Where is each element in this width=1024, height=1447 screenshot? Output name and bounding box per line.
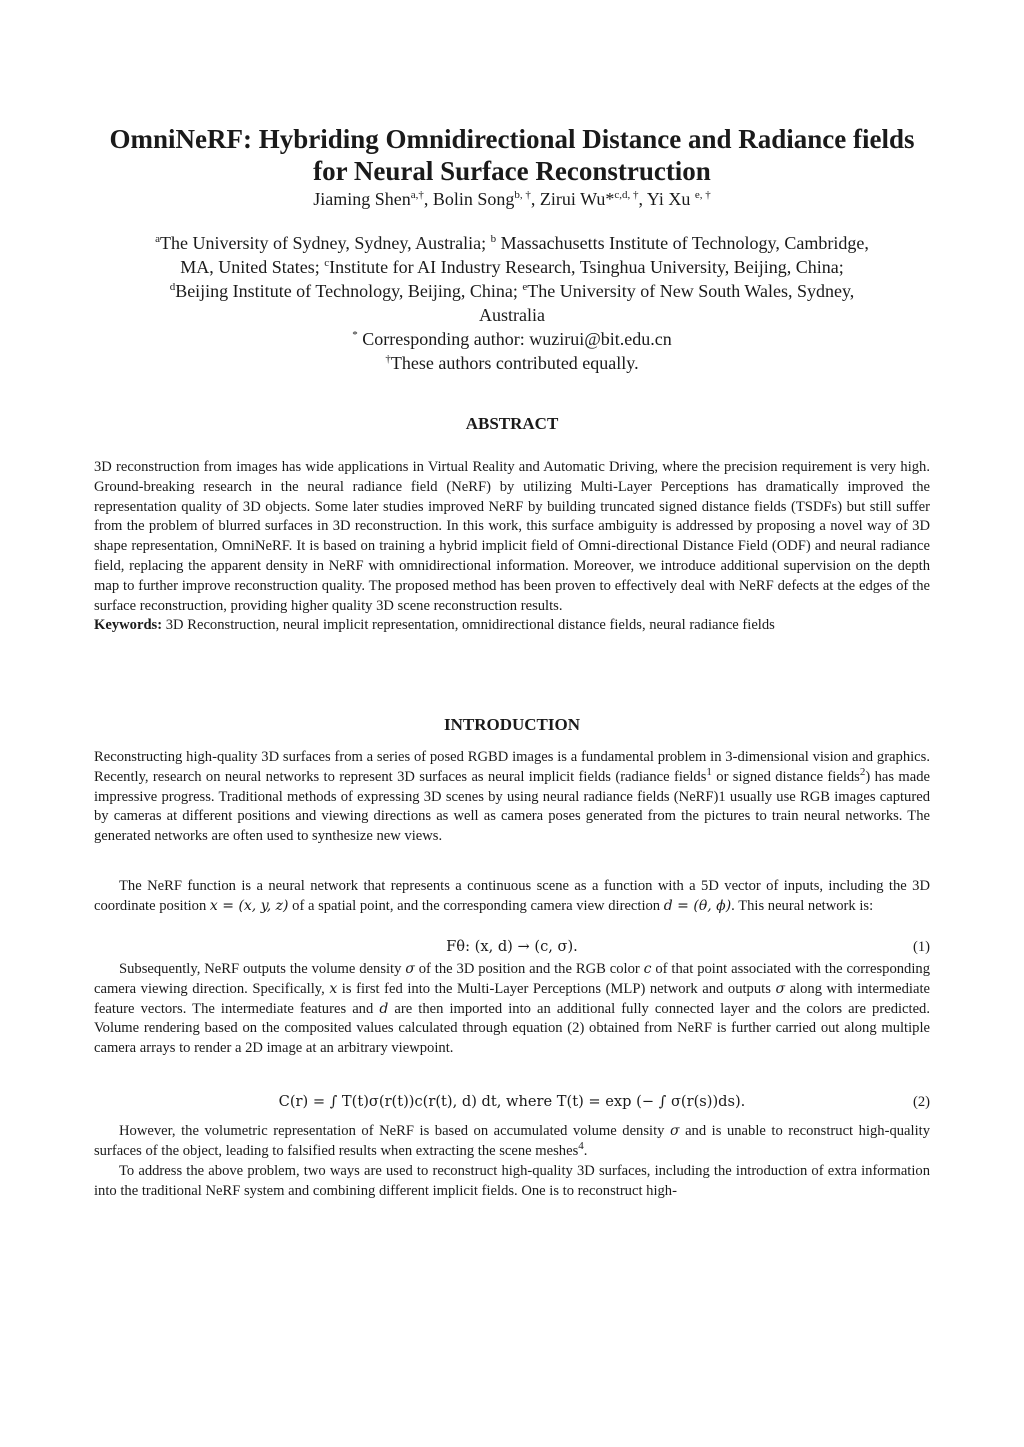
citation-sup: 2: [859, 765, 866, 778]
keywords-label: Keywords:: [94, 617, 163, 634]
affiliation-line-1: [70, 231, 954, 255]
intro-text: is first fed into the Multi-Layer Perceptions (MLP) network and outputs: [337, 980, 776, 997]
affil-sup: e: [522, 281, 528, 293]
equal-contribution-text: These authors contributed equally.: [390, 353, 639, 373]
citation-sup: 4: [578, 1139, 584, 1152]
author-affil-sup: b, †: [514, 189, 531, 201]
d-vector-math: d = (θ, ϕ): [663, 897, 732, 914]
author-name: Yi Xu: [646, 189, 695, 209]
intro-text: along with intermediate feature vectors. The intermediate features and: [94, 980, 930, 1017]
title-line-2: for Neural Surface Reconstruction: [313, 156, 711, 186]
affil-sup: c: [324, 257, 330, 269]
affil-sup: *: [352, 329, 358, 341]
x-symbol: x: [329, 980, 338, 997]
equation-1-number: (1): [912, 939, 930, 955]
affil-text: Beijing Institute of Technology, Beijing, China;: [175, 281, 523, 301]
intro-text: Reconstructing high-quality 3D surfaces from a series of posed RGBD images is a fundamental problem in 3-dimensional vision and graphics. Recently, research on neural networks to represent 3D surfaces as neural implicit fields (radiance fields: [94, 749, 930, 785]
intro-paragraph-1: [94, 748, 930, 847]
affil-text: Institute for AI Industry Research, Tsinghua University, Beijing, China;: [329, 257, 844, 277]
affil-text: MA, United States;: [180, 257, 325, 277]
introduction-heading: INTRODUCTION: [443, 715, 581, 734]
x-vector-math: x = (x, y, z): [209, 897, 289, 914]
sigma-symbol: σ: [775, 980, 785, 997]
affiliation-line-4: Australia: [479, 305, 545, 325]
author-name: Zirui Wu*: [539, 189, 615, 209]
affil-sup: †: [385, 353, 391, 365]
paper-title: [60, 123, 964, 187]
affiliations: [70, 231, 954, 375]
equal-contribution-note: [70, 351, 954, 375]
affil-sup: a: [155, 233, 161, 245]
abstract-text: 3D reconstruction from images has wide applications in Virtual Reality and Automatic Driving, where the precision requirement is very high. Ground-breaking research in the neural radiance field (NeRF) by utilizing Multi-Layer Perceptions has dramatically improved the representation quality of 3D objects. Some later studies improved NeRF by building truncated signed distance fields (TSDFs) but still suffer from the problem of blurred surfaces in 3D reconstruction. In this work, this surface ambiguity is addressed by proposing a novel way of 3D shape representation, OmniNeRF. It is based on training a hybrid implicit field of Omni-directional Distance Field (ODF) and neural radiance field, replacing the apparent density in NeRF with omnidirectional information. Moreover, we introduce additional supervision on the depth map to further improve reconstruction quality. The proposed method has been proven to effectively deal with NeRF defects at the edges of the surface reconstruction, providing higher quality 3D scene reconstruction results.: [94, 459, 930, 614]
author-name: Jiaming Shen: [313, 189, 411, 209]
citation-sup: 1: [706, 765, 712, 778]
intro-text: .: [583, 1142, 588, 1159]
intro-paragraph-4: [94, 1122, 930, 1162]
abstract-body: [94, 458, 930, 636]
affiliation-line-2: [70, 255, 954, 279]
author-affil-sup: a,†: [410, 189, 424, 201]
affil-sup: b: [490, 233, 497, 245]
intro-text: of a spatial point, and the corresponding camera view direction: [288, 897, 664, 914]
intro-text: However, the volumetric representation of NeRF is based on accumulated volume density: [119, 1123, 670, 1139]
sigma-symbol: σ: [669, 1123, 680, 1139]
intro-text: of that point associated with the corresponding camera viewing direction. Specifically,: [94, 961, 930, 997]
sigma-symbol: σ: [405, 961, 415, 977]
intro-paragraph-2: [94, 877, 930, 917]
corresponding-author: [70, 327, 954, 351]
intro-text: ) has made impressive progress. Traditional methods of expressing 3D scenes by using neural radiance fields (NeRF)1 usually use RGB images captured by cameras at different positions and viewing directions as well as camera poses generated from the pictures to train neural networks. The generated networks are often used to synthesize new views.: [94, 768, 930, 845]
affil-text: The University of Sydney, Sydney, Australia;: [160, 233, 491, 253]
affil-text: Massachusetts Institute of Technology, Cambridge,: [496, 233, 869, 253]
abstract-heading: ABSTRACT: [465, 414, 559, 433]
corresponding-email-text: Corresponding author: wuzirui@bit.edu.cn: [357, 329, 672, 349]
author-affil-sup: e, †: [694, 189, 711, 201]
intro-paragraph-3: [94, 960, 930, 1059]
intro-text: Subsequently, NeRF outputs the volume density: [119, 961, 406, 977]
affiliation-line-3: [70, 279, 954, 303]
title-line-1: OmniNeRF: Hybriding Omnidirectional Distance and Radiance fields: [109, 124, 915, 154]
intro-text: are then imported into an additional fully connected layer and the colors are predicted. Volume rendering based on the composited values calculated through equation (2) obtained from NeRF is further carried out along multiple camera arrays to render a 2D image at an arbitrary viewpoint.: [94, 1000, 930, 1057]
intro-text: The NeRF function is a neural network that represents a continuous scene as a function with a 5D vector of inputs, including the 3D coordinate position: [94, 878, 930, 914]
author-affil-sup: c,d, †: [614, 189, 639, 201]
author-list: Jiaming Shen$^{a,\dagger}$, Bolin Song$^{b, \dagger}$, Zirui Wu*$^{c,d, \dagger}$, Yi Xu $^{e, \dagger}$: [313, 189, 711, 209]
intro-text: or signed distance fields: [711, 768, 860, 785]
equation-2-body: C(r) = ∫ T(t)σ(r(t))c(r(t), d) dt, where T(t) = exp (− ∫ σ(r(s))ds).: [278, 1093, 746, 1110]
affil-sup: d: [169, 281, 176, 293]
intro-text: of the 3D position and the RGB color: [414, 961, 644, 977]
affil-text: The University of New South Wales, Sydney,: [527, 281, 855, 301]
equation-2-number: (2): [912, 1094, 930, 1110]
d-symbol: d: [379, 1000, 389, 1017]
intro-paragraph-5: To address the above problem, two ways are used to reconstruct high-quality 3D surfaces, including the introduction of extra information into the traditional NeRF system and combining different implicit fields. One is to reconstruct high-: [94, 1163, 930, 1199]
author-name: Bolin Song: [432, 189, 515, 209]
intro-text: and is unable to reconstruct high-quality surfaces of the object, leading to falsified results when extracting the scene meshes: [94, 1123, 930, 1159]
c-symbol: c: [643, 961, 652, 977]
equation-1-body: Fθ: (x, d) → (c, σ).: [446, 938, 578, 955]
keywords-text: 3D Reconstruction, neural implicit representation, omnidirectional distance fields, neural radiance fields: [162, 617, 775, 634]
intro-text: . This neural network is:: [731, 897, 874, 914]
